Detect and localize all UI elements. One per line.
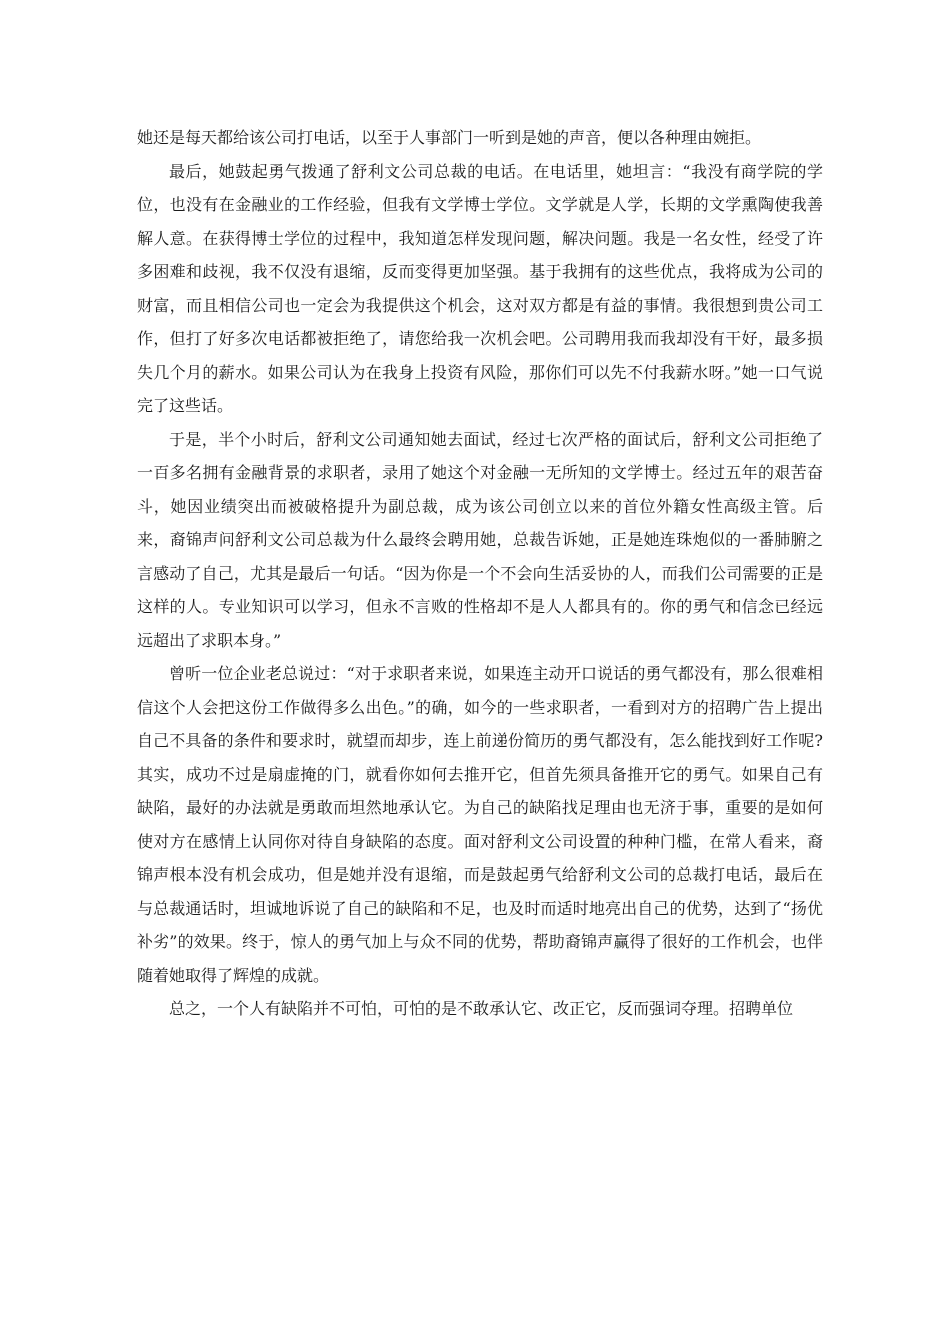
paragraph-courage: 曾听一位企业老总说过：“对于求职者来说，如果连主动开口说话的勇气都没有，那么很难相信这个人会把这份工作做得多么出色。”的确，如今的一些求职者，一看到对方的招聘广告上提出自己不具备的条件和要求时，就望而却步，连上前递份简历的勇气都没有，怎么能找到好工作呢?其实，成功不过是扇虚掩的门，就看你如何去推开它，但首先须具备推开它的勇气。如果自己有缺陷，最好的办法就是勇敢而坦然地承认它。为自己的缺陷找足理由也无济于事，重要的是如何使对方在感情上认同你对待自身缺陷的态度。面对舒利文公司设置的种种门槛，在常人看来，裔锦声根本没有机会成功，但是她并没有退缩，而是鼓起勇气给舒利文公司的总裁打电话，最后在与总裁通话时，坦诚地诉说了自己的缺陷和不足，也及时而适时地亮出自己的优势，达到了“扬优补劣”的效果。终于，惊人的勇气加上与众不同的优势，帮助裔锦声赢得了很好的工作机会，也伴随着她取得了辉煌的成就。 bbox=[137, 664, 823, 985]
article-body bbox=[137, 121, 823, 1026]
paragraph-continuation: 她还是每天都给该公司打电话，以至于人事部门一听到是她的声音，便以各种理由婉拒。 bbox=[137, 128, 762, 147]
paragraph-interview: 于是，半个小时后，舒利文公司通知她去面试，经过七次严格的面试后，舒利文公司拒绝了一百多名拥有金融背景的求职者，录用了她这个对金融一无所知的文学博士。经过五年的艰苦奋斗，她因业绩突出而被破格提升为副总裁，成为该公司创立以来的首位外籍女性高级主管。后来，裔锦声问舒利文公司总裁为什么最终会聘用她，总裁告诉她，正是她连珠炮似的一番肺腑之言感动了自己，尤其是最后一句话。“因为你是一个不会向生活妥协的人，而我们公司需要的正是这样的人。专业知识可以学习，但永不言败的性格却不是人人都具有的。你的勇气和信念已经远远超出了求职本身。” bbox=[137, 429, 823, 650]
paragraph-conclusion: 总之，一个人有缺陷并不可怕，可怕的是不敢承认它、改正它，反而强词夺理。招聘单位 bbox=[169, 999, 794, 1018]
paragraph-phone-call: 最后，她鼓起勇气拨通了舒利文公司总裁的电话。在电话里，她坦言：“我没有商学院的学位，也没有在金融业的工作经验，但我有文学博士学位。文学就是人学，长期的文学熏陶使我善解人意。在获得博士学位的过程中，我知道怎样发现问题，解决问题。我是一名女性，经受了许多困难和歧视，我不仅没有退缩，反而变得更加坚强。基于我拥有的这些优点，我将成为公司的财富，而且相信公司也一定会为我提供这个机会，这对双方都是有益的事情。我很想到贵公司工作，但打了好多次电话都被拒绝了，请您给我一次机会吧。公司聘用我而我却没有干好，最多损失几个月的薪水。如果公司认为在我身上投资有风险，那你们可以先不付我薪水呀。”她一口气说完了这些话。 bbox=[137, 161, 823, 415]
